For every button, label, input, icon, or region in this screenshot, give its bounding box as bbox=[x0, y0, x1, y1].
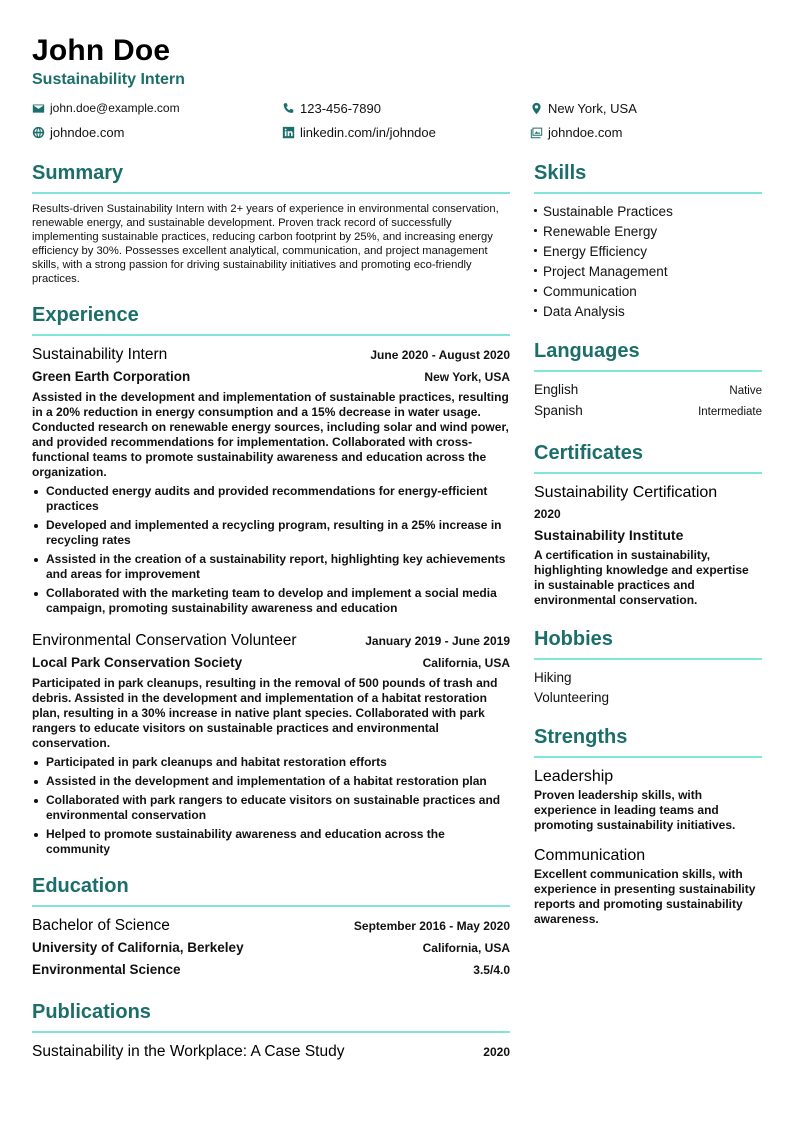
hobbies-section bbox=[534, 624, 762, 708]
publications-heading: Publications bbox=[32, 1001, 151, 1023]
job-bullet: Collaborated with park rangers to educate visitors on sustainable practices and environmental conservation bbox=[32, 793, 510, 823]
certificate-year: 2020 bbox=[534, 507, 561, 521]
contact-phone[interactable] bbox=[282, 98, 381, 118]
job-bullet: Assisted in the creation of a sustainability report, highlighting key achievements and areas for improvement bbox=[32, 552, 510, 582]
language-level: Native bbox=[729, 385, 762, 397]
job-description: Assisted in the development and implementation of sustainable practices, resulting in a 20% reduction in energy consumption and a 15% decrease in water usage. Conducted research on renewable energy sources, including solar and wind power, and provided recommendations for implementation. Collaborated with cross-functional teams to promote sustainability awareness and education across the organization. bbox=[32, 390, 509, 479]
section-divider bbox=[32, 1031, 510, 1033]
skill-label: Renewable Energy bbox=[543, 224, 658, 239]
language-name: Spanish bbox=[534, 403, 583, 418]
publication-year: 2020 bbox=[483, 1045, 510, 1059]
section-divider bbox=[32, 334, 510, 336]
contact-website[interactable] bbox=[32, 122, 124, 142]
job-bullet: Participated in park cleanups and habitat restoration efforts bbox=[32, 755, 510, 770]
skill-label: Energy Efficiency bbox=[543, 244, 648, 259]
job-location: New York, USA bbox=[424, 370, 510, 384]
certificate-name: Sustainability Certification bbox=[534, 484, 718, 501]
candidate-title: Sustainability Intern bbox=[32, 71, 185, 88]
section-divider bbox=[32, 192, 510, 194]
candidate-name: John Doe bbox=[32, 34, 171, 67]
experience-section bbox=[32, 300, 510, 857]
section-divider bbox=[534, 756, 762, 758]
publications-section bbox=[32, 997, 510, 1063]
contact-email-text: john.doe@example.com bbox=[50, 101, 180, 115]
summary-heading: Summary bbox=[32, 162, 124, 184]
job-entry bbox=[32, 344, 510, 616]
right-column bbox=[534, 158, 762, 939]
section-divider bbox=[534, 472, 762, 474]
education-heading: Education bbox=[32, 875, 129, 897]
experience-heading: Experience bbox=[32, 304, 139, 326]
contact-portfolio[interactable] bbox=[530, 122, 622, 142]
skill-label: Data Analysis bbox=[543, 304, 625, 319]
publication-title: Sustainability in the Workplace: A Case Study bbox=[32, 1043, 345, 1060]
skill-label: Sustainable Practices bbox=[543, 204, 673, 219]
skills-heading: Skills bbox=[534, 162, 587, 184]
job-location: California, USA bbox=[422, 656, 510, 670]
contact-portfolio-text: johndoe.com bbox=[548, 124, 623, 140]
job-title: Environmental Conservation Volunteer bbox=[32, 632, 297, 649]
education-gpa: 3.5/4.0 bbox=[473, 963, 510, 977]
skill-item bbox=[534, 282, 762, 302]
job-bullets bbox=[32, 484, 510, 616]
language-item bbox=[534, 401, 762, 422]
job-entry bbox=[32, 630, 510, 857]
job-bullet: Conducted energy audits and provided recommendations for energy-efficient practices bbox=[32, 484, 510, 514]
section-divider bbox=[534, 370, 762, 372]
skill-item bbox=[534, 222, 762, 242]
contact-email[interactable] bbox=[32, 98, 180, 118]
job-description: Participated in park cleanups, resulting in the removal of 500 pounds of trash and debris. Assisted in the development and implementation of a habitat restoration plan, resulting in a 30% increase in native plant species. Collaborated with park rangers to educate visitors on sustainable practices and environmental conservation. bbox=[32, 676, 498, 750]
skill-label: Project Management bbox=[543, 264, 668, 279]
section-divider bbox=[534, 658, 762, 660]
certificates-heading: Certificates bbox=[534, 442, 643, 464]
job-date: January 2019 - June 2019 bbox=[365, 634, 510, 648]
job-organization: Local Park Conservation Society bbox=[32, 655, 243, 670]
linkedin-icon bbox=[282, 126, 295, 139]
education-section bbox=[32, 871, 510, 981]
languages-section bbox=[534, 336, 762, 422]
location-icon bbox=[530, 102, 543, 115]
education-field: Environmental Science bbox=[32, 962, 181, 977]
skill-item bbox=[534, 302, 762, 322]
contact-phone-text: 123-456-7890 bbox=[300, 100, 381, 116]
education-date: September 2016 - May 2020 bbox=[353, 919, 510, 933]
hobby-item: Hiking bbox=[534, 670, 572, 685]
strengths-section bbox=[534, 722, 762, 927]
skill-item bbox=[534, 242, 762, 262]
education-school: University of California, Berkeley bbox=[32, 940, 244, 955]
hobby-item: Volunteering bbox=[534, 690, 610, 705]
education-degree: Bachelor of Science bbox=[32, 917, 170, 934]
contact-linkedin-text: linkedin.com/in/johndoe bbox=[300, 124, 436, 140]
strengths-heading: Strengths bbox=[534, 726, 628, 748]
job-bullets bbox=[32, 755, 510, 857]
certificates-section bbox=[534, 438, 762, 608]
summary-text: Results-driven Sustainability Intern with 2+ years of experience in environmental conservation, renewable energy, and sustainable development. Proven track record of successfully implementing sustainable practices, reducing carbon footprint by 25%, and increasing energy efficiency by 30%. Possesses excellent analytical, communication, and project management skills, with a strong passion for driving sustainability initiatives and promoting eco-friendly practices. bbox=[32, 203, 499, 285]
phone-icon bbox=[282, 102, 295, 115]
section-divider bbox=[32, 905, 510, 907]
contact-bar bbox=[32, 96, 762, 144]
portfolio-icon bbox=[530, 126, 543, 139]
contact-location bbox=[530, 98, 637, 118]
strength-description: Proven leadership skills, with experience in leading teams and promoting sustainability initiatives. bbox=[534, 788, 736, 832]
languages-heading: Languages bbox=[534, 340, 640, 362]
certificate-description: A certification in sustainability, highlighting knowledge and expertise in sustainable practices and environmental conservation. bbox=[534, 548, 749, 607]
contact-website-text: johndoe.com bbox=[50, 124, 125, 140]
job-title: Sustainability Intern bbox=[32, 346, 168, 363]
strength-name: Communication bbox=[534, 847, 646, 864]
job-date: June 2020 - August 2020 bbox=[370, 348, 510, 362]
section-divider bbox=[534, 192, 762, 194]
job-organization: Green Earth Corporation bbox=[32, 369, 191, 384]
hobbies-heading: Hobbies bbox=[534, 628, 613, 650]
language-level: Intermediate bbox=[698, 406, 762, 418]
language-item bbox=[534, 380, 762, 401]
language-name: English bbox=[534, 382, 579, 397]
skill-label: Communication bbox=[543, 284, 637, 299]
job-bullet: Collaborated with the marketing team to develop and implement a social media campaign, promoting sustainability awareness and education bbox=[32, 586, 510, 616]
strength-description: Excellent communication skills, with experience in presenting sustainability reports and promoting sustainability awareness. bbox=[534, 867, 756, 926]
summary-section bbox=[32, 158, 510, 286]
skills-section bbox=[534, 158, 762, 322]
contact-location-text: New York, USA bbox=[548, 100, 637, 116]
strength-name: Leadership bbox=[534, 768, 614, 785]
skill-item bbox=[534, 262, 762, 282]
job-bullet: Developed and implemented a recycling program, resulting in a 25% increase in recycling rates bbox=[32, 518, 510, 548]
job-bullet: Assisted in the development and implementation of a habitat restoration plan bbox=[32, 774, 510, 789]
certificate-issuer: Sustainability Institute bbox=[534, 527, 684, 543]
left-column bbox=[32, 158, 510, 1063]
skill-item bbox=[534, 202, 762, 222]
contact-linkedin[interactable] bbox=[282, 122, 436, 142]
education-location: California, USA bbox=[422, 941, 510, 955]
job-bullet: Helped to promote sustainability awareness and education across the community bbox=[32, 827, 510, 857]
globe-icon bbox=[32, 126, 45, 139]
email-icon bbox=[32, 102, 45, 115]
skills-list bbox=[534, 202, 762, 322]
